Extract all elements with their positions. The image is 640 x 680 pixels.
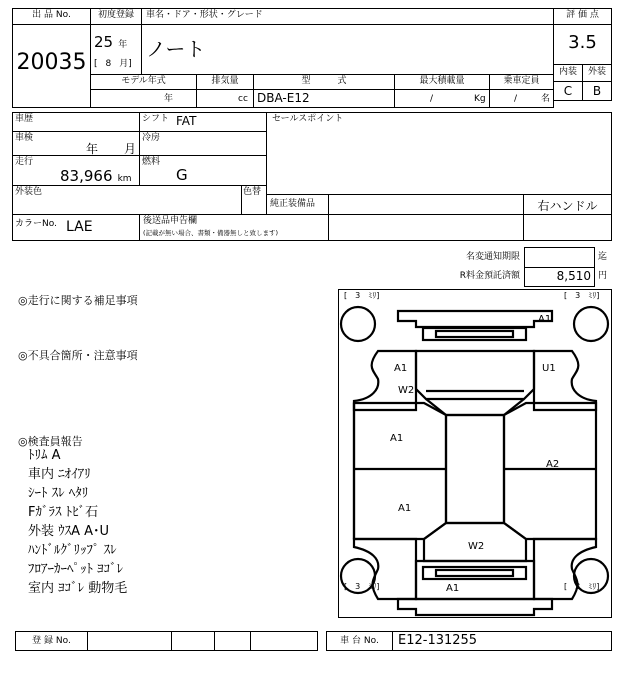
mark-front-right-fender: U1 xyxy=(542,363,556,374)
mark-front-left-fender: A1 xyxy=(394,363,408,374)
handle-value: 右ハンドル xyxy=(537,199,598,213)
rear-panel-inner xyxy=(436,570,513,576)
inspector-lines xyxy=(28,446,127,598)
front-grille-inner xyxy=(436,331,513,337)
aftermarket-label: 後送品申告欄 xyxy=(143,216,198,226)
capacity-label: 乗車定員 xyxy=(503,76,540,86)
reg-no-cell-3 xyxy=(214,631,251,651)
front-left-fender xyxy=(354,351,416,410)
model-year-unit: 年 xyxy=(164,94,174,104)
exterior-label: 外装 xyxy=(587,67,606,77)
tire-count-tr: [ 3 ﾐﾘ] xyxy=(564,291,600,300)
exterior-color-label: 外装色 xyxy=(15,187,43,197)
type-label: 型 式 xyxy=(301,76,347,86)
front-bumper xyxy=(398,311,552,327)
rear-bumper xyxy=(398,599,552,615)
first-registration-year xyxy=(94,32,127,51)
interior-grade: C xyxy=(563,84,573,98)
roof xyxy=(446,415,504,523)
capacity-sep: / xyxy=(514,94,518,104)
car-name-label: 車名・ドア・形状・グレード xyxy=(146,10,263,20)
aftermarket-note: (記載が無い場合、書類・備器無しと致します) xyxy=(143,229,279,237)
mark-left-rear: A1 xyxy=(398,503,412,514)
driving-notes-label: ◎走行に関する補足事項 xyxy=(18,294,138,307)
inspection-month-unit: 月 xyxy=(124,142,137,156)
mark-rear-bumper: A1 xyxy=(446,583,460,594)
first-registration-label: 初度登録 xyxy=(97,10,134,20)
month-unit: 月 xyxy=(119,59,129,69)
mark-front-left-fender-w: W2 xyxy=(398,385,415,396)
repaint-label: 色替 xyxy=(243,187,262,197)
lot-number-label: 出 品 No. xyxy=(32,10,71,20)
score-label: 評 価 点 xyxy=(566,10,599,20)
fuel-label: 燃料 xyxy=(142,157,161,167)
mileage-unit: km xyxy=(117,174,132,184)
car-diagram xyxy=(338,289,612,618)
inspection-label: 車検 xyxy=(15,133,34,143)
car-name: ノート xyxy=(146,37,206,61)
deadline-box xyxy=(524,247,595,268)
mark-right-door: A2 xyxy=(546,459,560,470)
inspector-line: ﾌﾛｱｰｶｰﾍﾟｯﾄ ﾖｺﾞﾚ xyxy=(28,562,124,577)
ac-label: 冷房 xyxy=(142,133,161,143)
tire-count-br: [ 3 ﾐﾘ] xyxy=(564,582,600,591)
inspector-line: 車内 ﾆｵｲｱﾘ xyxy=(28,467,91,482)
recycle-unit: 円 xyxy=(598,271,608,281)
mileage-value: 83,966 xyxy=(60,167,113,185)
mark-front-bumper: A1 xyxy=(538,314,552,325)
displacement-label: 排気量 xyxy=(211,76,239,86)
type-value: DBA-E12 xyxy=(257,91,310,105)
mileage xyxy=(60,166,132,185)
deadline-suffix: 迄 xyxy=(598,252,608,262)
chassis-label: 車 台 No. xyxy=(340,636,379,646)
mark-rear-glass: W2 xyxy=(468,541,485,552)
tire-count-bl: [ 3 ﾐﾘ] xyxy=(344,582,380,591)
aftermarket-divider-2 xyxy=(328,214,524,241)
mileage-label: 走行 xyxy=(15,157,34,167)
color-no-value: LAE xyxy=(66,219,93,235)
inspector-line: ﾄﾘﾑ A xyxy=(28,448,61,463)
fuel-value: G xyxy=(176,166,188,184)
tire-count-tl: [ 3 ﾐﾘ] xyxy=(344,291,380,300)
inspector-line: 室内 ﾖｺﾞﾚ 動物毛 xyxy=(28,581,128,596)
lot-number: 20035 xyxy=(16,50,87,75)
model-year-label: モデル年式 xyxy=(121,76,166,86)
inspector-line: ｼｰﾄ ｽﾚ ﾍﾀﾘ xyxy=(28,486,89,501)
deadline-label: 名変通知期限 xyxy=(465,252,520,262)
defects-label: ◎不具合箇所・注意事項 xyxy=(18,349,138,362)
inspector-line: 外装 ｳｽA A･U xyxy=(28,524,110,539)
reg-no-cell-1 xyxy=(87,631,172,651)
color-no-label: カラーNo. xyxy=(15,219,57,229)
genuine-equipment-label: 純正装備品 xyxy=(270,199,316,209)
inspector-label: ◎検査員報告 xyxy=(18,435,83,448)
history-label: 車歴 xyxy=(15,114,34,124)
front-grille xyxy=(423,328,526,340)
shift-label: シフト xyxy=(142,114,170,124)
year-value: 25 xyxy=(94,33,114,51)
max-load-sep: / xyxy=(430,94,434,104)
reg-no-cell-2 xyxy=(171,631,215,651)
tire-front-right xyxy=(574,307,608,341)
mark-left-front-door: A1 xyxy=(390,433,404,444)
recycle-value: 8,510 xyxy=(556,269,591,283)
reg-no-label: 登 録 No. xyxy=(32,636,71,646)
shift-value: FAT xyxy=(176,114,197,128)
left-body xyxy=(354,403,446,539)
tire-front-left xyxy=(341,307,375,341)
recycle-label: R料金預託済額 xyxy=(459,271,520,281)
capacity-unit: 名 xyxy=(541,94,551,104)
first-registration-month: [ 8 月] xyxy=(94,59,132,69)
rear-panel xyxy=(423,567,526,579)
inspector-line: Fｶﾞﾗｽ ﾄﾋﾞ石 xyxy=(28,505,99,520)
max-load-unit: Kg xyxy=(474,94,486,104)
right-body xyxy=(504,403,596,539)
interior-label: 内装 xyxy=(558,67,577,77)
inspection-year-unit: 年 xyxy=(86,142,99,156)
displacement-unit: cc xyxy=(238,94,248,104)
front-right-fender xyxy=(534,351,596,410)
score: 3.5 xyxy=(568,32,597,53)
inspector-line: ﾊﾝﾄﾞﾙｸﾞﾘｯﾌﾟ ｽﾚ xyxy=(28,543,117,558)
exterior-grade: B xyxy=(592,84,602,98)
max-load-label: 最大積載量 xyxy=(419,76,465,86)
exterior-color-cell xyxy=(12,185,242,215)
year-unit: 年 xyxy=(118,40,128,50)
chassis-value: E12-131255 xyxy=(398,633,478,648)
month-value: 8 xyxy=(105,59,112,69)
sales-point-label: セールスポイント xyxy=(272,114,344,124)
